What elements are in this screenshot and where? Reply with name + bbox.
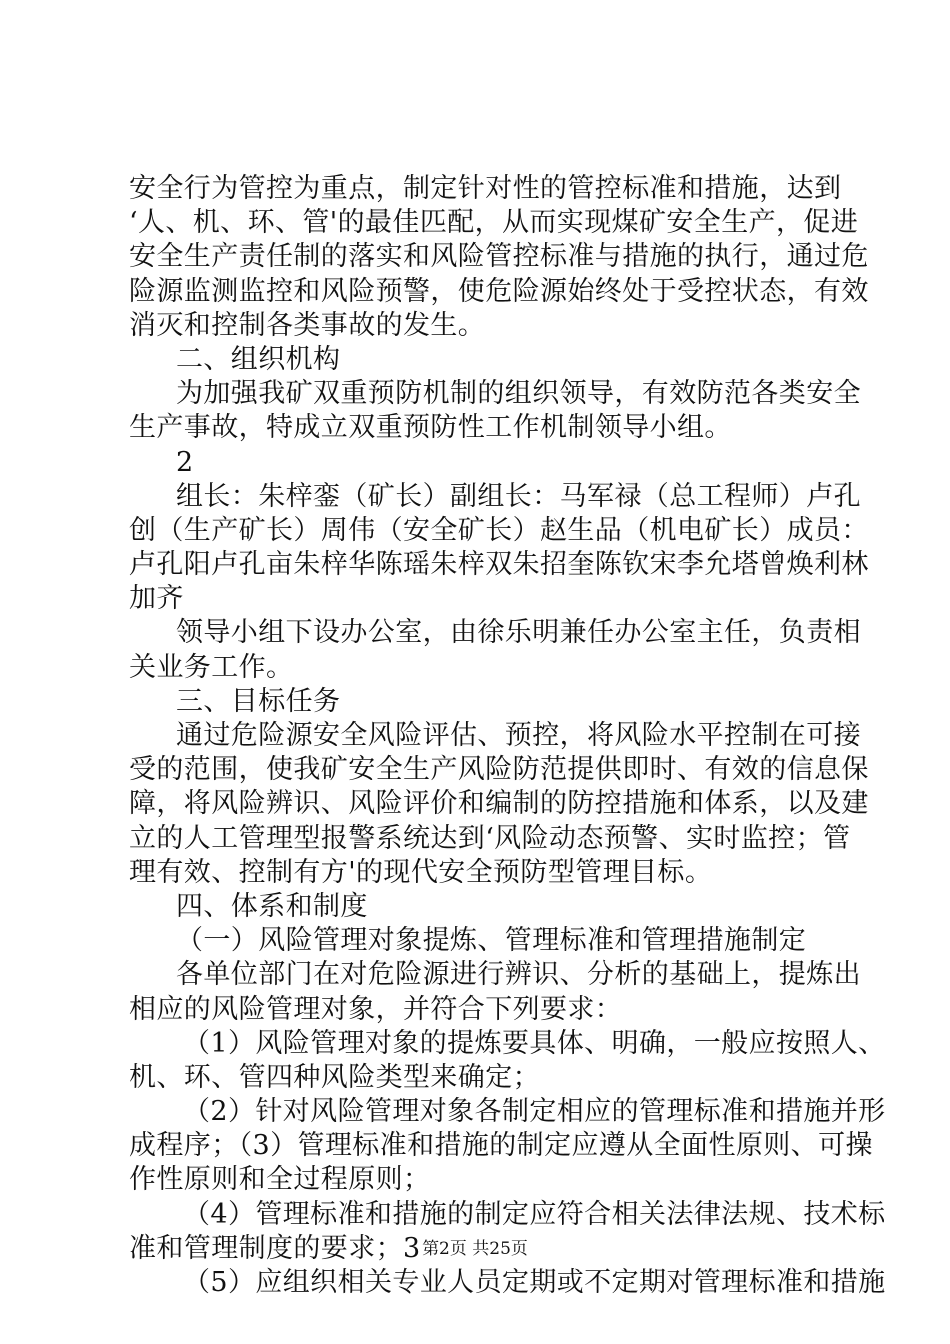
subsection-heading: （一）风险管理对象提炼、管理标准和管理措施制定 [176, 925, 807, 957]
text-line: 相应的风险管理对象，并符合下列要求： [129, 993, 623, 1025]
text-line: 关业务工作。 [129, 651, 294, 683]
text-line: 创（生产矿长）周伟（安全矿长）赵生品（机电矿长）成员： [129, 514, 869, 546]
page-footer [0, 1238, 950, 1260]
document-body [129, 172, 886, 1300]
text-line: 险源监测监控和风险预警，使危险源始终处于受控状态，有效 [129, 275, 869, 307]
text-line: 安全生产责任制的落实和风险管控标准与措施的执行，通过危 [129, 241, 869, 273]
text-line: 通过危险源安全风险评估、预控，将风险水平控制在可接 [176, 720, 861, 751]
text-line: 安全行为管控为重点，制定针对性的管控标准和措施，达到 [129, 173, 842, 204]
text-line: 为加强我矿双重预防机制的组织领导，有效防范各类安全 [176, 378, 861, 410]
text-line: 理有效、控制有方'的现代安全预防型管理目标。 [129, 856, 713, 888]
text-line: 消灭和控制各类事故的发生。 [129, 309, 486, 341]
text-line: 障，将风险辨识、风险评价和编制的防控措施和体系，以及建 [129, 788, 869, 820]
text-line: 准和管理制度的要求；3 [129, 1232, 421, 1264]
page-marker: 2 [176, 446, 194, 478]
text-line: 机、环、管四种风险类型来确定； [129, 1061, 540, 1093]
text-line: （4）管理标准和措施的制定应符合相关法律法规、技术标 [183, 1198, 886, 1230]
text-line: 生产事故，特成立双重预防性工作机制领导小组。 [129, 412, 732, 444]
text-line: ‘人、机、环、管'的最佳匹配，从而实现煤矿安全生产，促进 [129, 207, 859, 239]
text-line: 成程序；（3）管理标准和措施的制定应遵从全面性原则、可操 [129, 1130, 873, 1162]
text-line: （5）应组织相关专业人员定期或不定期对管理标准和措施 [183, 1267, 886, 1298]
text-line: （1）风险管理对象的提炼要具体、明确，一般应按照人、 [183, 1027, 886, 1059]
text-line: （2）针对风险管理对象各制定相应的管理标准和措施并形 [183, 1096, 886, 1128]
text-line: 卢孔阳卢孔亩朱梓华陈瑶朱梓双朱招奎陈钦宋李允塔曾焕利林 [129, 549, 869, 581]
text-line: 立的人工管理型报警系统达到‘风险动态预警、实时监控；管 [129, 822, 851, 854]
section-heading: 四、体系和制度 [176, 890, 368, 922]
text-line: 领导小组下设办公室，由徐乐明兼任办公室主任，负责相 [176, 617, 861, 649]
text-line: 作性原则和全过程原则； [129, 1164, 431, 1196]
text-line: 加齐 [129, 583, 184, 615]
section-heading: 二、组织机构 [176, 343, 341, 375]
text-line: 各单位部门在对危险源进行辨识、分析的基础上，提炼出 [176, 959, 861, 991]
text-line: 受的范围，使我矿安全生产风险防范提供即时、有效的信息保 [129, 754, 869, 786]
text-line: 组长：朱梓銮（矿长）副组长：马军禄（总工程师）卢孔 [176, 480, 861, 512]
section-heading: 三、目标任务 [176, 685, 341, 717]
page-number-label: 第2页 共25页 [422, 1239, 528, 1259]
